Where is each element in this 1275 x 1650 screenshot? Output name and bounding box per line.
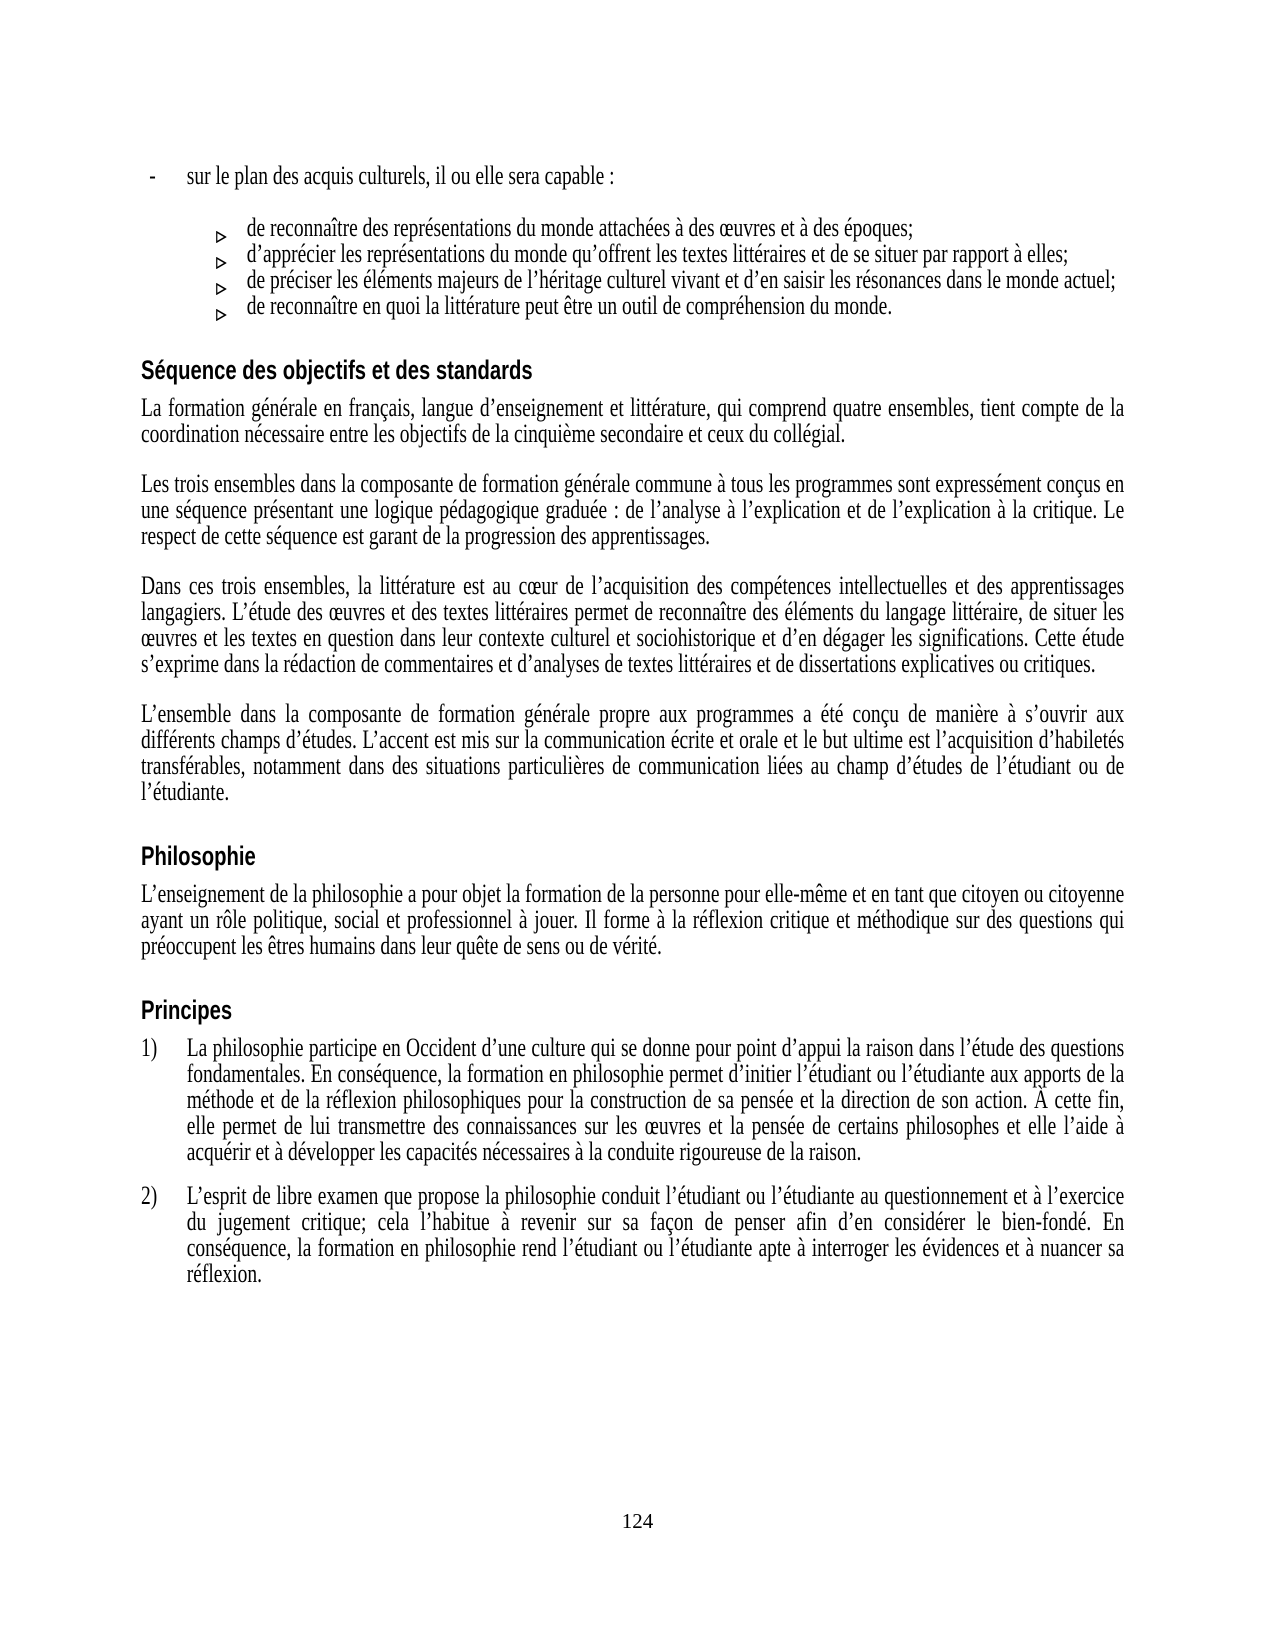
culture-bullet-list	[141, 215, 1124, 319]
bullet-text: de reconnaître en quoi la littérature peut être un outil de compréhension du monde.	[246, 291, 893, 320]
page-number: 124	[621, 1509, 654, 1533]
page-content	[141, 163, 1124, 1305]
section-sequence	[141, 357, 1124, 805]
paragraph: Les trois ensembles dans la composante de formation générale commune à tous les programmes sont expressément conçus en une séquence présentant une logique pédagogique graduée : de l’analyse à l’explication et de l’explication à la critique. Le respect de cette séquence est garant de la progression des apprentissages.	[141, 469, 1125, 550]
paragraph: L’enseignement de la philosophie a pour objet la formation de la personne pour elle-même et en tant que citoyen ou citoyenne ayant un rôle politique, social et professionnel à jouer. Il forme à la réflexion critique et méthodique sur des questions qui préoccupent les êtres humains dans leur quête de sens ou de vérité.	[141, 879, 1125, 960]
paragraph: Dans ces trois ensembles, la littérature est au cœur de l’acquisition des compétences intellectuelles et des apprentissages langagiers. L’étude des œuvres et des textes littéraires permet de reconnaître des éléments du langage littéraire, de situer les œuvres et les textes en question dans leur contexte culturel et sociohistorique et d’en dégager les significations. Cette étude s’exprime dans la rédaction de commentaires et d’analyses de textes littéraires et de dissertations explicatives ou critiques.	[141, 571, 1125, 678]
section-heading: Philosophie	[141, 841, 256, 871]
intro-text: sur le plan des acquis culturels, il ou elle sera capable :	[186, 161, 615, 190]
item-text: La philosophie participe en Occident d’une culture qui se donne pour point d’appui la raison dans l’étude des questions fondamentales. En conséquence, la formation en philosophie permet d’initier l’étudiant ou l’étudiante aux apports de la méthode et de la réflexion philosophiques pour la construction de sa pensée et la direction de son action. À cette fin, elle permet de lui transmettre des connaissances sur les œuvres et la pensée de certains philosophes et elle l’aide à acquérir et à développer les capacités nécessaires à la conduite rigoureuse de la raison.	[186, 1033, 1125, 1166]
text-column	[141, 163, 1124, 1287]
numbered-item	[141, 1035, 1124, 1165]
section-heading: Séquence des objectifs et des standards	[141, 355, 533, 385]
item-number: 2)	[141, 1181, 158, 1210]
bullet-text: d’apprécier les représentations du monde qu’offrent les textes littéraires et de se situer par rapport à elles;	[246, 239, 1069, 268]
section-philosophie	[141, 843, 1124, 959]
paragraph: L’ensemble dans la composante de formation générale propre aux programmes a été conçu de manière à s’ouvrir aux différents champs d’études. L’accent est mis sur la communication écrite et orale et le but ultime est l’acquisition d’habiletés transférables, notamment dans des situations particulières de communication liées au champ d’études de l’étudiant ou de l’étudiante.	[141, 699, 1125, 806]
section-heading: Principes	[141, 995, 233, 1025]
dash-bullet-marker: -	[149, 161, 156, 190]
list-item	[141, 215, 1124, 241]
item-number: 1)	[141, 1033, 158, 1062]
arrow-bullet-icon	[216, 300, 227, 326]
bullet-text: de reconnaître des représentations du monde attachées à des œuvres et à des époques;	[246, 213, 914, 242]
list-item	[141, 293, 1124, 319]
intro-item	[141, 163, 1124, 189]
bullet-text: de préciser les éléments majeurs de l’héritage culturel vivant et d’en saisir les résonances dans le monde actuel;	[246, 265, 1116, 294]
list-item	[141, 241, 1124, 267]
list-item	[141, 267, 1124, 293]
item-text: L’esprit de libre examen que propose la philosophie conduit l’étudiant ou l’étudiante au questionnement et à l’exercice du jugement critique; cela l’habitue à revenir sur sa façon de penser afin d’en considérer le bien-fondé. En conséquence, la formation en philosophie rend l’étudiant ou l’étudiante apte à interroger les évidences et à nuancer sa réflexion.	[186, 1181, 1125, 1288]
section-principes	[141, 997, 1124, 1287]
paragraph: La formation générale en français, langue d’enseignement et littérature, qui comprend quatre ensembles, tient compte de la coordination nécessaire entre les objectifs de la cinquième secondaire et ceux du collégial.	[141, 393, 1125, 448]
numbered-item	[141, 1183, 1124, 1287]
